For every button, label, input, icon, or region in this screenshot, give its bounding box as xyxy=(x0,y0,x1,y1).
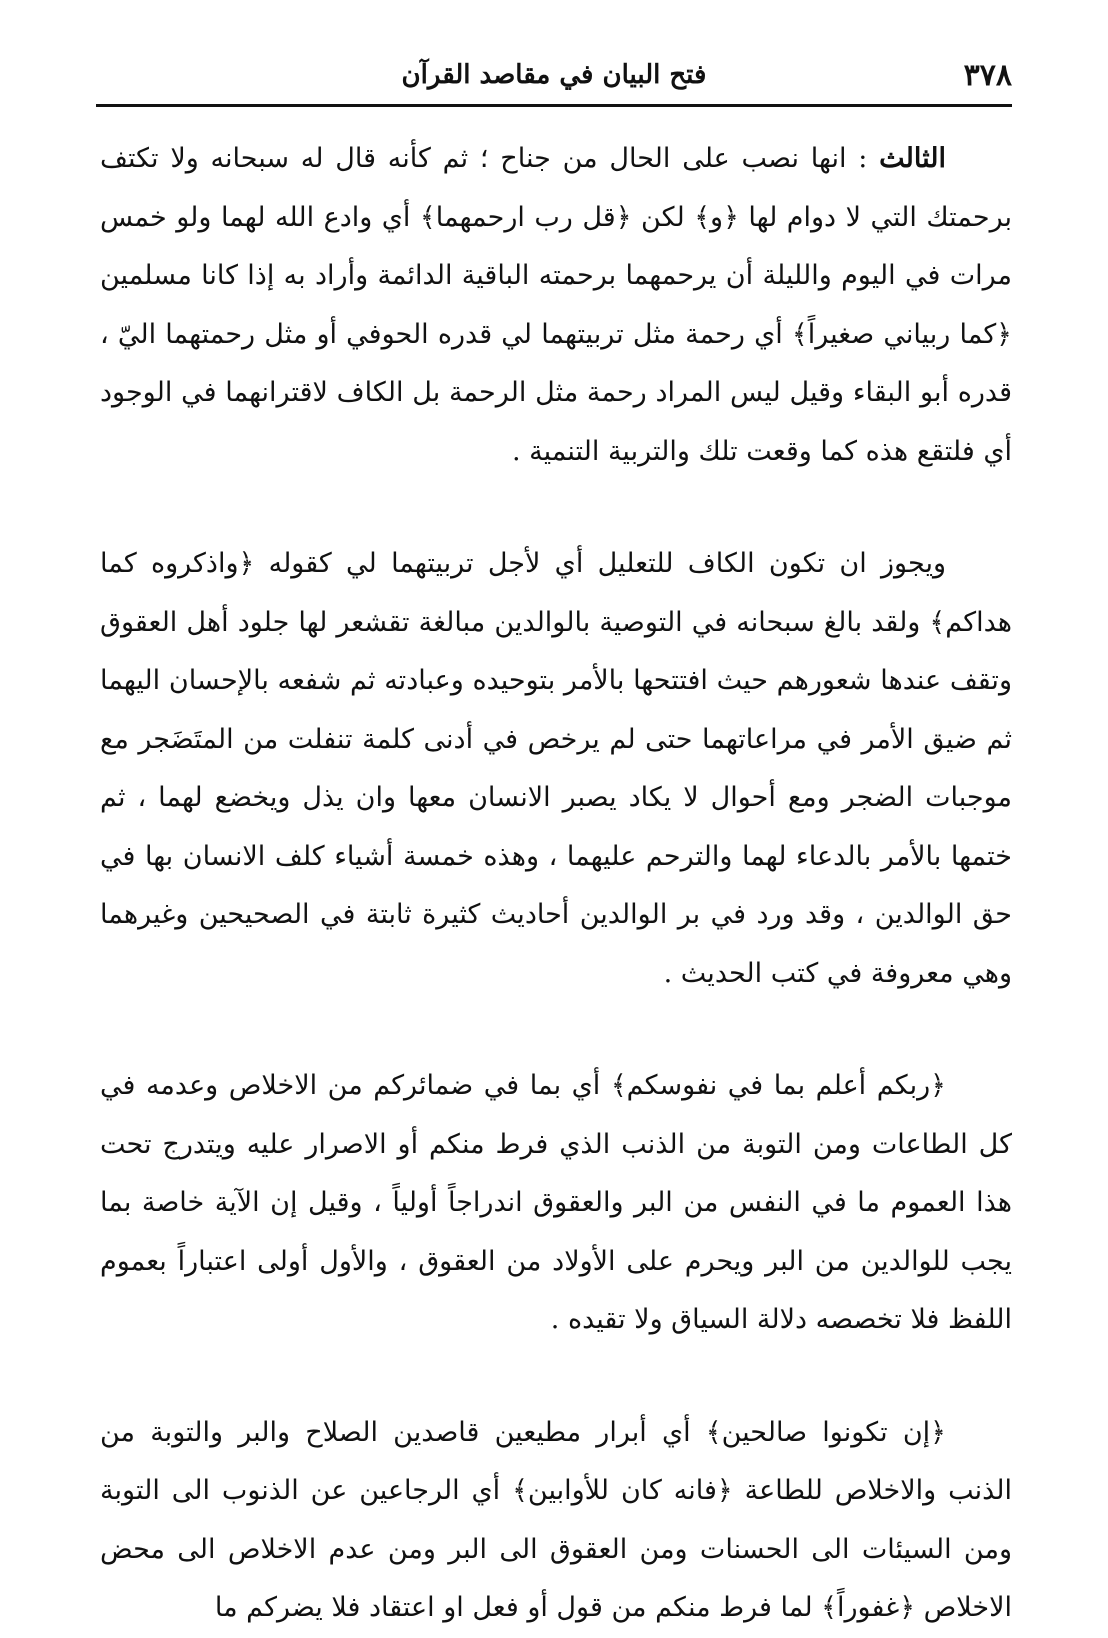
paragraph-text: ويجوز ان تكون الكاف للتعليل أي لأجل تربيتهما لي كقوله ﴿واذكروه كما هداكم﴾ ولقد بالغ سبحانه في التوصية بالوالدين مبالغة تقشعر لها جلود أهل العقوق وتقف عندها شعورهم حيث افتتحها بالأمر بتوحيده وعبادته ثم شفعه بالإحسان اليهما ثم ضيق الأمر في مراعاتهما حتى لم يرخص في أدنى كلمة تنفلت من المتَضَجر مع موجبات الضجر ومع أحوال لا يكاد يصبر الانسان معها وان يذل ويخضع لهما ، ثم ختمها بالأمر بالدعاء لهما والترحم عليهما ، وهذه خمسة أشياء كلف الانسان بها في حق الوالدين ، وقد ورد في بر الوالدين أحاديث كثيرة ثابتة في الصحيحين وغيرهما وهي معروفة في كتب الحديث . xyxy=(100,548,1012,989)
running-title: فتح البيان في مقاصد القرآن xyxy=(401,60,707,90)
paragraph-lead-word: الثالث xyxy=(879,143,946,174)
paragraph-4 xyxy=(100,1404,1012,1638)
paragraph-text: ﴿إن تكونوا صالحين﴾ أي أبرار مطيعين قاصدين الصلاح والبر والتوبة من الذنب والاخلاص للطاعة ﴿فانه كان للأوابين﴾ أي الرجاعين عن الذنوب الى التوبة ومن السيئات الى الحسنات ومن العقوق الى البر ومن عدم الاخلاص الى محض الاخلاص ﴿غفوراً﴾ لما فرط منكم من قول أو فعل او اعتقاد فلا يضركم ما xyxy=(100,1416,1012,1623)
paragraph-3 xyxy=(100,1057,1012,1350)
paragraph-text: ﴿ربكم أعلم بما في نفوسكم﴾ أي بما في ضمائركم من الاخلاص وعدمه في كل الطاعات ومن التوبة من الذنب الذي فرط منكم أو الاصرار عليه ويتدرج تحت هذا العموم ما في النفس من البر والعقوق اندراجاً أولياً ، وقيل إن الآية خاصة بما يجب للوالدين من البر ويحرم على الأولاد من العقوق ، والأول أولى اعتباراً بعموم اللفظ فلا تخصصه دلالة السياق ولا تقيده . xyxy=(100,1070,1012,1335)
body-text xyxy=(100,130,1012,1623)
page-header xyxy=(96,52,1012,107)
paragraph-text: : انها نصب على الحال من جناح ؛ ثم كأنه قال له سبحانه ولا تكتف برحمتك التي لا دوام لها ﴿و﴾ لكن ﴿قل رب ارحمهما﴾ أي وادع الله لهما ولو خمس مرات في اليوم والليلة أن يرحمهما برحمته الباقية الدائمة وأراد به إذا كانا مسلمين ﴿كما ربياني صغيراً﴾ أي رحمة مثل تربيتهما لي قدره الحوفي أو مثل رحمتهما اليّ ، قدره أبو البقاء وقيل ليس المراد رحمة مثل الرحمة بل الكاف لاقترانهما في الوجود أي فلتقع هذه كما وقعت تلك والتربية التنمية . xyxy=(100,143,1012,467)
page-number: ٣٧٨ xyxy=(963,58,1012,93)
paragraph-1 xyxy=(100,130,1012,481)
paragraph-2 xyxy=(100,535,1012,1003)
